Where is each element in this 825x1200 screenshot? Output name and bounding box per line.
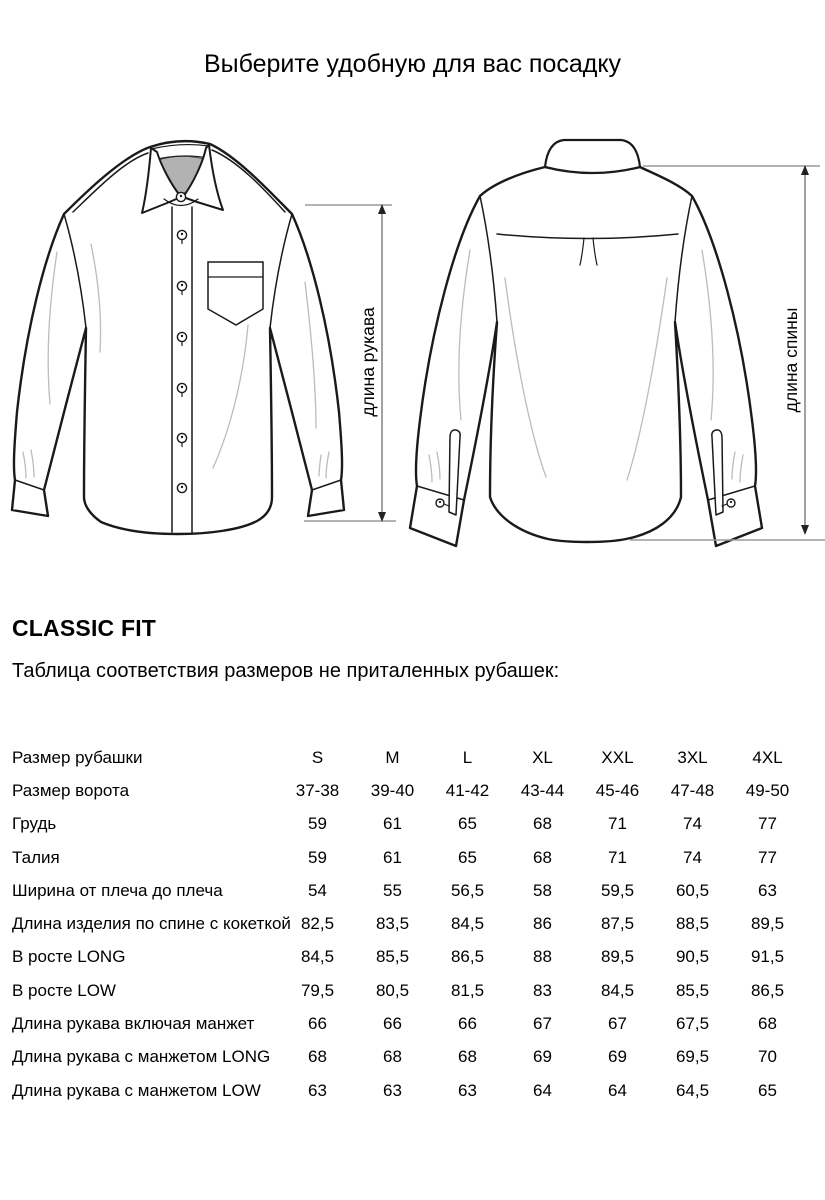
table-row: [12, 1007, 805, 1040]
table-row: [12, 808, 805, 841]
size-value-cell: 63: [458, 1080, 477, 1100]
size-value-cell: 66: [458, 1014, 477, 1034]
arrow-down-icon: [801, 525, 809, 535]
section-heading: CLASSIC FIT: [12, 615, 157, 641]
size-value-cell: M: [385, 747, 400, 767]
size-value-cell: 68: [458, 1047, 477, 1067]
row-label: Длина рукава с манжетом LONG: [12, 1047, 271, 1067]
size-value-cell: 88,5: [675, 914, 710, 934]
size-value-cell: 63: [308, 1080, 327, 1100]
table-row: [12, 774, 805, 807]
size-value-cell: 68: [758, 1014, 777, 1034]
size-table-body: [12, 741, 805, 1107]
row-label: Талия: [12, 847, 60, 867]
size-value-cell: 41-42: [445, 780, 490, 800]
row-label: В росте LONG: [12, 947, 126, 967]
row-label: Длина рукава включая манжет: [12, 1014, 255, 1034]
size-value-cell: 59: [308, 814, 327, 834]
size-value-cell: 86,5: [750, 980, 785, 1000]
size-value-cell: 37-38: [295, 780, 340, 800]
size-value-cell: 67,5: [675, 1014, 710, 1034]
size-value-cell: 74: [683, 847, 702, 867]
size-diagram: [0, 130, 825, 580]
size-value-cell: L: [462, 747, 473, 767]
size-value-cell: 64: [533, 1080, 552, 1100]
size-value-cell: XXL: [601, 747, 634, 767]
size-value-cell: 3XL: [677, 747, 708, 767]
size-value-cell: 84,5: [300, 947, 335, 967]
row-label: Размер рубашки: [12, 747, 143, 767]
size-value-cell: 61: [383, 814, 402, 834]
size-value-cell: 63: [758, 880, 777, 900]
row-label: Грудь: [12, 814, 57, 834]
size-value-cell: 68: [308, 1047, 327, 1067]
size-value-cell: 80,5: [375, 980, 410, 1000]
size-value-cell: 56,5: [450, 880, 485, 900]
size-value-cell: 47-48: [670, 780, 715, 800]
size-value-cell: 91,5: [750, 947, 785, 967]
table-caption: Таблица соответствия размеров не приталенных рубашек:: [12, 660, 560, 682]
size-value-cell: 59: [308, 847, 327, 867]
size-value-cell: 66: [308, 1014, 327, 1034]
size-value-cell: 85,5: [375, 947, 410, 967]
size-value-cell: 79,5: [300, 980, 335, 1000]
table-row: [12, 1074, 805, 1107]
size-value-cell: 69: [533, 1047, 552, 1067]
size-value-cell: 70: [758, 1047, 777, 1067]
size-value-cell: 84,5: [600, 980, 635, 1000]
size-value-cell: 66: [383, 1014, 402, 1034]
size-value-cell: 88: [533, 947, 552, 967]
size-value-cell: 59,5: [600, 880, 635, 900]
size-value-cell: 63: [383, 1080, 402, 1100]
size-value-cell: 54: [308, 880, 327, 900]
size-value-cell: 82,5: [300, 914, 335, 934]
row-label: В росте LOW: [12, 980, 116, 1000]
table-row: [12, 941, 805, 974]
size-value-cell: 85,5: [675, 980, 710, 1000]
size-value-cell: 65: [758, 1080, 777, 1100]
sleeve-length-label: длина рукава: [358, 307, 378, 417]
size-value-cell: 84,5: [450, 914, 485, 934]
size-value-cell: 89,5: [600, 947, 635, 967]
size-value-cell: 49-50: [745, 780, 790, 800]
table-row: [12, 1041, 805, 1074]
size-value-cell: 69: [608, 1047, 627, 1067]
size-value-cell: 86: [533, 914, 552, 934]
size-value-cell: 74: [683, 814, 702, 834]
row-label: Размер ворота: [12, 780, 130, 800]
size-value-cell: 68: [533, 847, 552, 867]
size-value-cell: S: [311, 747, 324, 767]
size-value-cell: 81,5: [450, 980, 485, 1000]
row-label: Ширина от плеча до плеча: [12, 880, 223, 900]
collar-back: [545, 140, 640, 173]
shirt-back-drawing: [410, 140, 762, 546]
table-row: [12, 841, 805, 874]
size-value-cell: 71: [608, 847, 627, 867]
size-value-cell: 83,5: [375, 914, 410, 934]
size-value-cell: 68: [533, 814, 552, 834]
size-value-cell: 55: [383, 880, 402, 900]
shirt-front-drawing: [12, 141, 344, 534]
size-value-cell: 69,5: [675, 1047, 710, 1067]
size-value-cell: 67: [608, 1014, 627, 1034]
size-value-cell: 39-40: [370, 780, 415, 800]
table-row: [12, 741, 805, 774]
table-row: [12, 907, 805, 940]
table-row: [12, 874, 805, 907]
size-value-cell: 45-46: [595, 780, 640, 800]
table-row: [12, 974, 805, 1007]
size-value-cell: 71: [608, 814, 627, 834]
row-label: Длина рукава с манжетом LOW: [12, 1080, 261, 1100]
size-value-cell: 87,5: [600, 914, 635, 934]
back-length-label: длина спины: [781, 307, 801, 413]
size-table: [12, 741, 805, 1107]
size-value-cell: 61: [383, 847, 402, 867]
size-value-cell: 90,5: [675, 947, 710, 967]
size-value-cell: 43-44: [520, 780, 565, 800]
size-value-cell: 77: [758, 847, 777, 867]
size-value-cell: 65: [458, 847, 477, 867]
row-label: Длина изделия по спине с кокеткой: [12, 914, 291, 934]
size-value-cell: 86,5: [450, 947, 485, 967]
size-value-cell: 4XL: [752, 747, 783, 767]
size-value-cell: 83: [533, 980, 552, 1000]
size-value-cell: 89,5: [750, 914, 785, 934]
size-value-cell: 64: [608, 1080, 627, 1100]
size-value-cell: 68: [383, 1047, 402, 1067]
page-title: Выберите удобную для вас посадку: [203, 50, 622, 78]
size-value-cell: 67: [533, 1014, 552, 1034]
size-value-cell: 58: [533, 880, 552, 900]
size-value-cell: 65: [458, 814, 477, 834]
size-value-cell: XL: [532, 747, 553, 767]
size-value-cell: 77: [758, 814, 777, 834]
size-value-cell: 64,5: [675, 1080, 710, 1100]
size-value-cell: 60,5: [675, 880, 710, 900]
